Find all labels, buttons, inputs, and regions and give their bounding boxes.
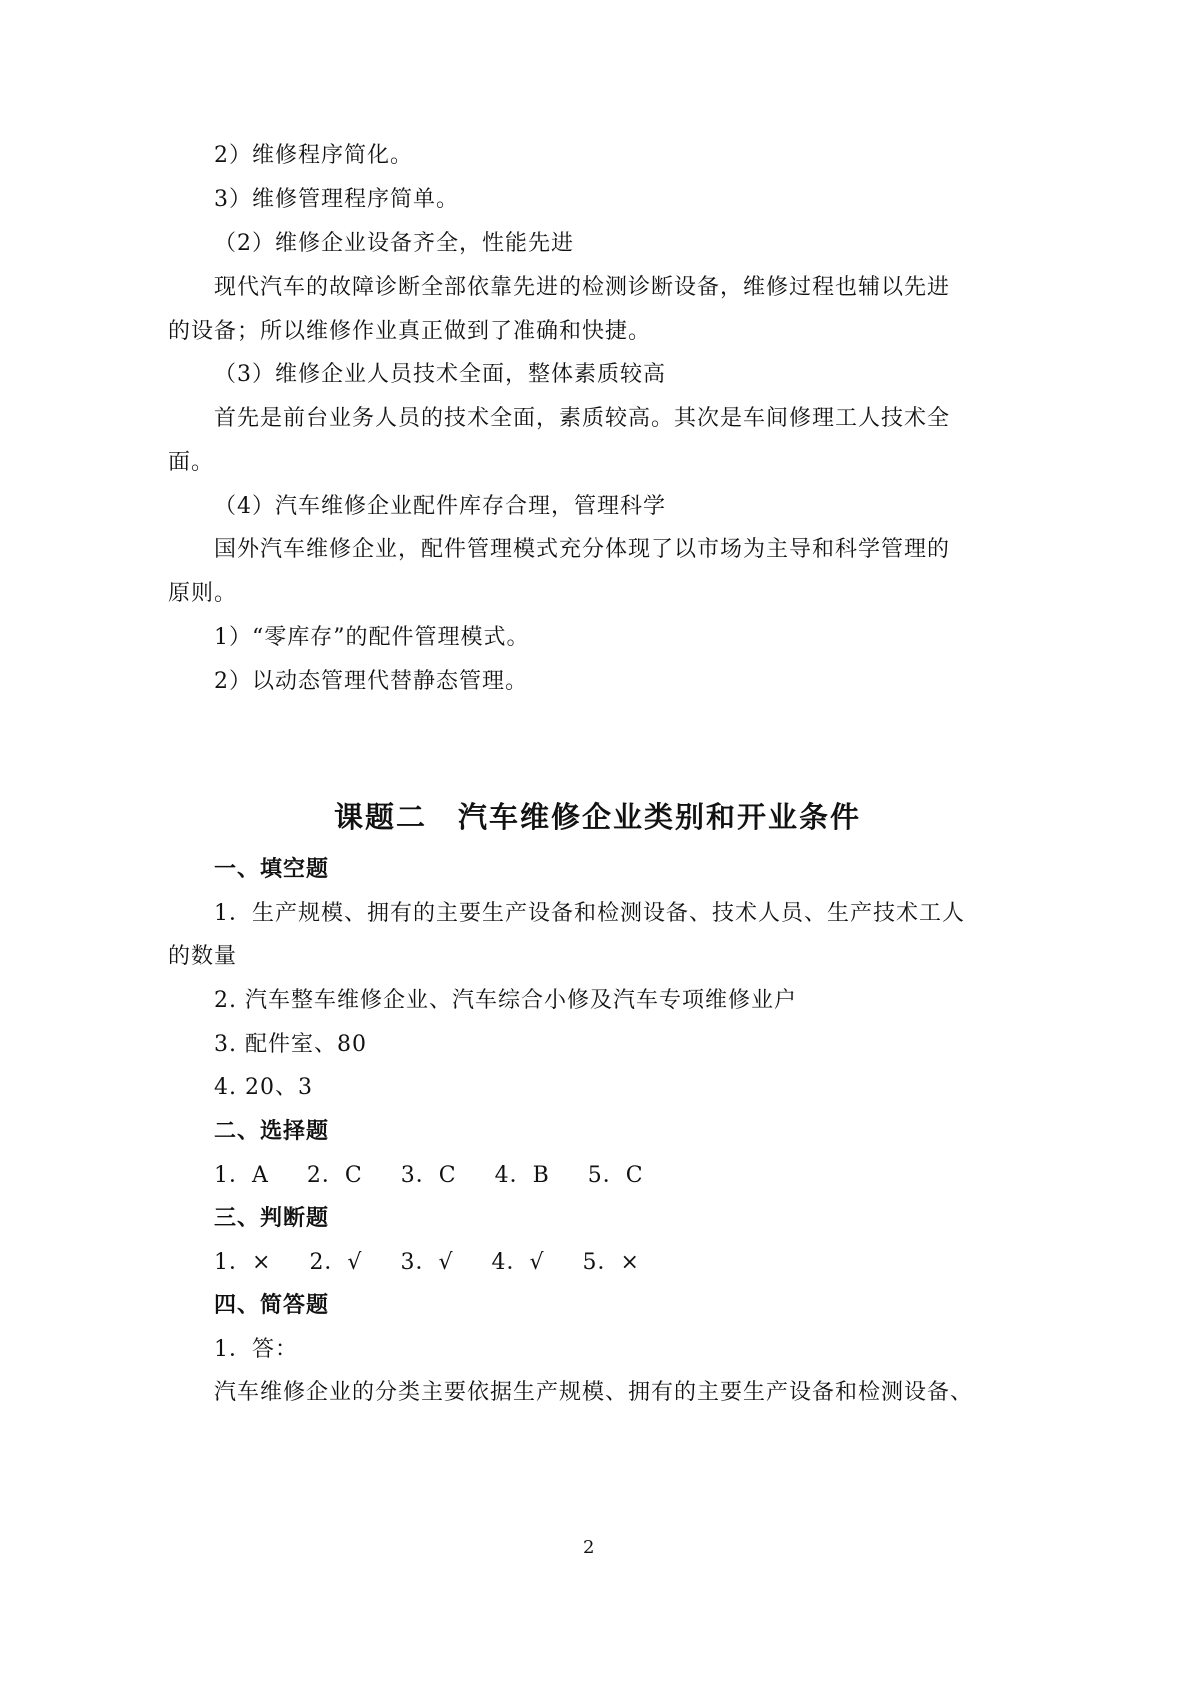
list-item: 3）维修管理程序简单。 xyxy=(214,187,459,212)
answer-item: 4．√ xyxy=(491,1250,545,1275)
judge-answers xyxy=(214,1248,678,1278)
answer-item: 5．C xyxy=(587,1163,644,1188)
paragraph-line: 首先是前台业务人员的技术全面，素质较高。其次是车间修理工人技术全 xyxy=(214,406,951,431)
list-item: 2）维修程序简化。 xyxy=(214,143,413,168)
answer-line: 汽车维修企业的分类主要依据生产规模、拥有的主要生产设备和检测设备、 xyxy=(214,1380,974,1405)
section-heading-short-answer: 四、简答题 xyxy=(214,1293,330,1318)
subheading: （4）汽车维修企业配件库存合理，管理科学 xyxy=(214,494,666,519)
answer-item: 5．× xyxy=(582,1250,640,1275)
answer-item: 2．√ xyxy=(309,1250,363,1275)
paragraph-line: 现代汽车的故障诊断全部依靠先进的检测诊断设备，维修过程也辅以先进 xyxy=(214,275,951,300)
paragraph-line: 原则。 xyxy=(168,581,238,606)
list-item: 1）“零库存”的配件管理模式。 xyxy=(214,625,530,650)
paragraph-line: 的设备；所以维修作业真正做到了准确和快捷。 xyxy=(168,319,652,344)
answer-line: 3. 配件室、80 xyxy=(214,1032,367,1057)
answer-line: 4. 20、3 xyxy=(214,1075,313,1100)
answer-item: 3．√ xyxy=(400,1250,454,1275)
answer-line: 1．答： xyxy=(214,1337,298,1362)
answer-item: 1．A xyxy=(214,1163,269,1188)
choice-answers xyxy=(214,1161,682,1191)
answer-item: 1．× xyxy=(214,1250,272,1275)
answer-item: 4．B xyxy=(494,1163,550,1188)
lesson-title: 课题二 汽车维修企业类别和开业条件 xyxy=(334,800,862,834)
answer-line: 1．生产规模、拥有的主要生产设备和检测设备、技术人员、生产技术工人 xyxy=(214,901,965,926)
section-heading-judge: 三、判断题 xyxy=(214,1206,330,1231)
answer-item: 2．C xyxy=(306,1163,363,1188)
answer-item: 3．C xyxy=(400,1163,457,1188)
section-heading-choice: 二、选择题 xyxy=(214,1119,330,1144)
subheading: （2）维修企业设备齐全，性能先进 xyxy=(214,231,574,256)
list-item: 2）以动态管理代替静态管理。 xyxy=(214,669,528,694)
paragraph-line: 国外汽车维修企业，配件管理模式充分体现了以市场为主导和科学管理的 xyxy=(214,537,951,562)
answer-line: 的数量 xyxy=(168,944,238,969)
subheading: （3）维修企业人员技术全面，整体素质较高 xyxy=(214,362,666,387)
answer-line: 2. 汽车整车维修企业、汽车综合小修及汽车专项维修业户 xyxy=(214,988,797,1013)
section-heading-fill-blank: 一、填空题 xyxy=(214,857,330,882)
page-number: 2 xyxy=(583,1537,595,1558)
paragraph-line: 面。 xyxy=(168,450,215,475)
